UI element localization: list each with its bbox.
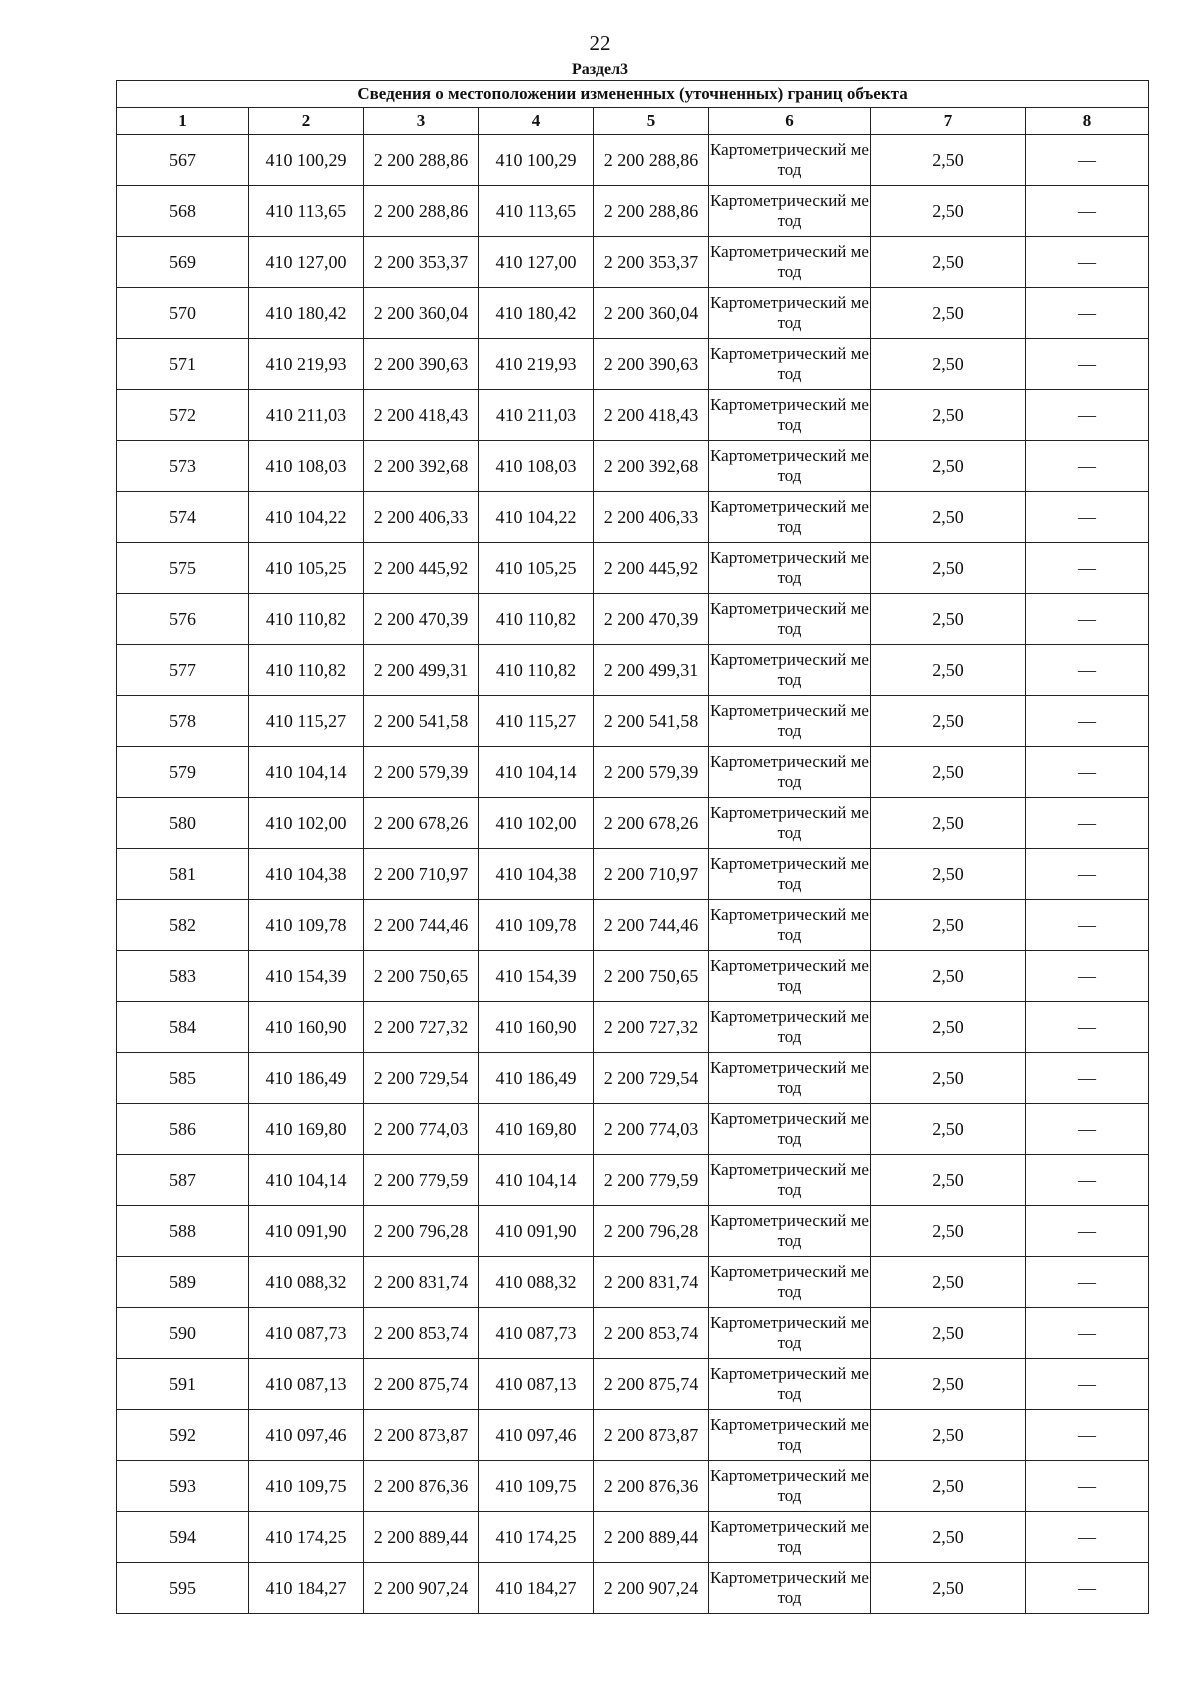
description-cell: — — [1026, 1206, 1149, 1257]
method-cell: Картометрический метод — [709, 1512, 871, 1563]
table-row — [117, 1359, 1149, 1410]
table-row — [117, 1053, 1149, 1104]
method-cell: Картометрический метод — [709, 1563, 871, 1614]
accuracy-cell: 2,50 — [871, 645, 1026, 696]
y-new-cell: 2 200 288,86 — [594, 135, 709, 186]
method-cell: Картометрический метод — [709, 1308, 871, 1359]
table-row — [117, 1257, 1149, 1308]
table-row — [117, 645, 1149, 696]
accuracy-cell: 2,50 — [871, 1512, 1026, 1563]
description-cell: — — [1026, 1257, 1149, 1308]
x-new-cell: 410 113,65 — [479, 186, 594, 237]
accuracy-cell: 2,50 — [871, 747, 1026, 798]
x-existing-cell: 410 174,25 — [249, 1512, 364, 1563]
table-row — [117, 1002, 1149, 1053]
method-cell: Картометрический метод — [709, 1206, 871, 1257]
x-new-cell: 410 110,82 — [479, 645, 594, 696]
method-cell: Картометрический метод — [709, 1461, 871, 1512]
x-new-cell: 410 109,78 — [479, 900, 594, 951]
x-existing-cell: 410 104,14 — [249, 1155, 364, 1206]
column-number-2: 2 — [249, 108, 364, 135]
point-number-cell: 585 — [117, 1053, 249, 1104]
table-row — [117, 1206, 1149, 1257]
accuracy-cell: 2,50 — [871, 1359, 1026, 1410]
accuracy-cell: 2,50 — [871, 1308, 1026, 1359]
point-number-cell: 593 — [117, 1461, 249, 1512]
y-existing-cell: 2 200 779,59 — [364, 1155, 479, 1206]
x-existing-cell: 410 091,90 — [249, 1206, 364, 1257]
y-new-cell: 2 200 392,68 — [594, 441, 709, 492]
description-cell: — — [1026, 1461, 1149, 1512]
method-cell: Картометрический метод — [709, 594, 871, 645]
x-existing-cell: 410 108,03 — [249, 441, 364, 492]
y-new-cell: 2 200 360,04 — [594, 288, 709, 339]
y-existing-cell: 2 200 579,39 — [364, 747, 479, 798]
y-new-cell: 2 200 907,24 — [594, 1563, 709, 1614]
x-new-cell: 410 154,39 — [479, 951, 594, 1002]
accuracy-cell: 2,50 — [871, 696, 1026, 747]
column-number-4: 4 — [479, 108, 594, 135]
x-new-cell: 410 102,00 — [479, 798, 594, 849]
x-new-cell: 410 108,03 — [479, 441, 594, 492]
point-number-cell: 575 — [117, 543, 249, 594]
description-cell: — — [1026, 798, 1149, 849]
table-row — [117, 339, 1149, 390]
accuracy-cell: 2,50 — [871, 1053, 1026, 1104]
x-new-cell: 410 180,42 — [479, 288, 594, 339]
table-row — [117, 900, 1149, 951]
x-new-cell: 410 186,49 — [479, 1053, 594, 1104]
x-new-cell: 410 160,90 — [479, 1002, 594, 1053]
point-number-cell: 589 — [117, 1257, 249, 1308]
y-new-cell: 2 200 876,36 — [594, 1461, 709, 1512]
description-cell: — — [1026, 1053, 1149, 1104]
y-new-cell: 2 200 727,32 — [594, 1002, 709, 1053]
accuracy-cell: 2,50 — [871, 1002, 1026, 1053]
description-cell: — — [1026, 135, 1149, 186]
y-existing-cell: 2 200 288,86 — [364, 135, 479, 186]
description-cell: — — [1026, 1002, 1149, 1053]
x-existing-cell: 410 088,32 — [249, 1257, 364, 1308]
method-cell: Картометрический метод — [709, 747, 871, 798]
y-existing-cell: 2 200 853,74 — [364, 1308, 479, 1359]
x-new-cell: 410 169,80 — [479, 1104, 594, 1155]
point-number-cell: 586 — [117, 1104, 249, 1155]
x-existing-cell: 410 169,80 — [249, 1104, 364, 1155]
method-cell: Картометрический метод — [709, 1002, 871, 1053]
point-number-cell: 574 — [117, 492, 249, 543]
y-new-cell: 2 200 353,37 — [594, 237, 709, 288]
point-number-cell: 594 — [117, 1512, 249, 1563]
page-number: 22 — [589, 31, 611, 55]
y-new-cell: 2 200 418,43 — [594, 390, 709, 441]
column-number-6: 6 — [709, 108, 871, 135]
y-existing-cell: 2 200 392,68 — [364, 441, 479, 492]
table-row — [117, 798, 1149, 849]
point-number-cell: 581 — [117, 849, 249, 900]
table-row — [117, 492, 1149, 543]
method-cell: Картометрический метод — [709, 390, 871, 441]
point-number-cell: 595 — [117, 1563, 249, 1614]
point-number-cell: 573 — [117, 441, 249, 492]
y-existing-cell: 2 200 678,26 — [364, 798, 479, 849]
accuracy-cell: 2,50 — [871, 390, 1026, 441]
point-number-cell: 590 — [117, 1308, 249, 1359]
method-cell: Картометрический метод — [709, 798, 871, 849]
y-new-cell: 2 200 710,97 — [594, 849, 709, 900]
point-number-cell: 569 — [117, 237, 249, 288]
y-existing-cell: 2 200 353,37 — [364, 237, 479, 288]
x-new-cell: 410 104,14 — [479, 1155, 594, 1206]
x-new-cell: 410 100,29 — [479, 135, 594, 186]
accuracy-cell: 2,50 — [871, 186, 1026, 237]
y-existing-cell: 2 200 418,43 — [364, 390, 479, 441]
accuracy-cell: 2,50 — [871, 1104, 1026, 1155]
column-number-3: 3 — [364, 108, 479, 135]
x-new-cell: 410 087,73 — [479, 1308, 594, 1359]
method-cell: Картометрический метод — [709, 900, 871, 951]
point-number-cell: 576 — [117, 594, 249, 645]
x-existing-cell: 410 097,46 — [249, 1410, 364, 1461]
column-number-row — [117, 108, 1149, 135]
description-cell: — — [1026, 390, 1149, 441]
y-new-cell: 2 200 288,86 — [594, 186, 709, 237]
y-existing-cell: 2 200 873,87 — [364, 1410, 479, 1461]
accuracy-cell: 2,50 — [871, 1563, 1026, 1614]
y-new-cell: 2 200 779,59 — [594, 1155, 709, 1206]
accuracy-cell: 2,50 — [871, 288, 1026, 339]
table-row — [117, 1512, 1149, 1563]
y-new-cell: 2 200 406,33 — [594, 492, 709, 543]
table-row — [117, 186, 1149, 237]
x-existing-cell: 410 087,13 — [249, 1359, 364, 1410]
x-new-cell: 410 105,25 — [479, 543, 594, 594]
method-cell: Картометрический метод — [709, 1410, 871, 1461]
point-number-cell: 591 — [117, 1359, 249, 1410]
y-existing-cell: 2 200 889,44 — [364, 1512, 479, 1563]
point-number-cell: 582 — [117, 900, 249, 951]
y-existing-cell: 2 200 499,31 — [364, 645, 479, 696]
table-row — [117, 1410, 1149, 1461]
y-existing-cell: 2 200 710,97 — [364, 849, 479, 900]
accuracy-cell: 2,50 — [871, 951, 1026, 1002]
point-number-cell: 568 — [117, 186, 249, 237]
x-existing-cell: 410 102,00 — [249, 798, 364, 849]
method-cell: Картометрический метод — [709, 645, 871, 696]
point-number-cell: 584 — [117, 1002, 249, 1053]
x-existing-cell: 410 105,25 — [249, 543, 364, 594]
y-existing-cell: 2 200 729,54 — [364, 1053, 479, 1104]
y-new-cell: 2 200 774,03 — [594, 1104, 709, 1155]
y-new-cell: 2 200 744,46 — [594, 900, 709, 951]
point-number-cell: 579 — [117, 747, 249, 798]
y-existing-cell: 2 200 750,65 — [364, 951, 479, 1002]
x-new-cell: 410 097,46 — [479, 1410, 594, 1461]
x-existing-cell: 410 110,82 — [249, 645, 364, 696]
column-number-1: 1 — [117, 108, 249, 135]
accuracy-cell: 2,50 — [871, 237, 1026, 288]
y-new-cell: 2 200 875,74 — [594, 1359, 709, 1410]
x-existing-cell: 410 113,65 — [249, 186, 364, 237]
method-cell: Картометрический метод — [709, 135, 871, 186]
description-cell: — — [1026, 747, 1149, 798]
description-cell: — — [1026, 339, 1149, 390]
y-new-cell: 2 200 873,87 — [594, 1410, 709, 1461]
y-existing-cell: 2 200 470,39 — [364, 594, 479, 645]
method-cell: Картометрический метод — [709, 1104, 871, 1155]
table-row — [117, 747, 1149, 798]
description-cell: — — [1026, 1563, 1149, 1614]
method-cell: Картометрический метод — [709, 186, 871, 237]
description-cell: — — [1026, 288, 1149, 339]
point-number-cell: 592 — [117, 1410, 249, 1461]
description-cell: — — [1026, 1359, 1149, 1410]
table-row — [117, 390, 1149, 441]
table-row — [117, 951, 1149, 1002]
y-existing-cell: 2 200 875,74 — [364, 1359, 479, 1410]
x-existing-cell: 410 186,49 — [249, 1053, 364, 1104]
point-number-cell: 572 — [117, 390, 249, 441]
x-new-cell: 410 104,22 — [479, 492, 594, 543]
y-existing-cell: 2 200 744,46 — [364, 900, 479, 951]
x-existing-cell: 410 219,93 — [249, 339, 364, 390]
x-new-cell: 410 109,75 — [479, 1461, 594, 1512]
method-cell: Картометрический метод — [709, 951, 871, 1002]
x-new-cell: 410 088,32 — [479, 1257, 594, 1308]
x-existing-cell: 410 127,00 — [249, 237, 364, 288]
table-row — [117, 1155, 1149, 1206]
x-new-cell: 410 104,38 — [479, 849, 594, 900]
x-existing-cell: 410 110,82 — [249, 594, 364, 645]
point-number-cell: 588 — [117, 1206, 249, 1257]
point-number-cell: 577 — [117, 645, 249, 696]
table-row — [117, 1563, 1149, 1614]
accuracy-cell: 2,50 — [871, 441, 1026, 492]
method-cell: Картометрический метод — [709, 1257, 871, 1308]
y-existing-cell: 2 200 876,36 — [364, 1461, 479, 1512]
accuracy-cell: 2,50 — [871, 594, 1026, 645]
x-existing-cell: 410 104,38 — [249, 849, 364, 900]
point-number-cell: 567 — [117, 135, 249, 186]
description-cell: — — [1026, 951, 1149, 1002]
description-cell: — — [1026, 696, 1149, 747]
method-cell: Картометрический метод — [709, 441, 871, 492]
method-cell: Картометрический метод — [709, 543, 871, 594]
description-cell: — — [1026, 900, 1149, 951]
y-existing-cell: 2 200 390,63 — [364, 339, 479, 390]
description-cell: — — [1026, 543, 1149, 594]
y-existing-cell: 2 200 541,58 — [364, 696, 479, 747]
x-existing-cell: 410 087,73 — [249, 1308, 364, 1359]
description-cell: — — [1026, 594, 1149, 645]
x-existing-cell: 410 104,22 — [249, 492, 364, 543]
y-existing-cell: 2 200 360,04 — [364, 288, 479, 339]
y-new-cell: 2 200 831,74 — [594, 1257, 709, 1308]
x-new-cell: 410 091,90 — [479, 1206, 594, 1257]
section-title: Раздел3 — [571, 61, 629, 78]
y-new-cell: 2 200 729,54 — [594, 1053, 709, 1104]
method-cell: Картометрический метод — [709, 849, 871, 900]
table-row — [117, 1461, 1149, 1512]
x-existing-cell: 410 104,14 — [249, 747, 364, 798]
accuracy-cell: 2,50 — [871, 1461, 1026, 1512]
method-cell: Картометрический метод — [709, 1359, 871, 1410]
method-cell: Картометрический метод — [709, 288, 871, 339]
y-new-cell: 2 200 470,39 — [594, 594, 709, 645]
y-existing-cell: 2 200 445,92 — [364, 543, 479, 594]
point-number-cell: 583 — [117, 951, 249, 1002]
method-cell: Картометрический метод — [709, 696, 871, 747]
y-existing-cell: 2 200 406,33 — [364, 492, 479, 543]
accuracy-cell: 2,50 — [871, 798, 1026, 849]
method-cell: Картометрический метод — [709, 1155, 871, 1206]
accuracy-cell: 2,50 — [871, 543, 1026, 594]
y-existing-cell: 2 200 907,24 — [364, 1563, 479, 1614]
table-row — [117, 594, 1149, 645]
x-existing-cell: 410 100,29 — [249, 135, 364, 186]
table-row — [117, 1104, 1149, 1155]
y-new-cell: 2 200 541,58 — [594, 696, 709, 747]
y-new-cell: 2 200 445,92 — [594, 543, 709, 594]
y-existing-cell: 2 200 831,74 — [364, 1257, 479, 1308]
method-cell: Картометрический метод — [709, 1053, 871, 1104]
table-caption: Сведения о местоположении измененных (уточненных) границ объекта — [117, 81, 1149, 108]
x-new-cell: 410 184,27 — [479, 1563, 594, 1614]
description-cell: — — [1026, 186, 1149, 237]
table-row — [117, 543, 1149, 594]
x-existing-cell: 410 154,39 — [249, 951, 364, 1002]
x-new-cell: 410 211,03 — [479, 390, 594, 441]
accuracy-cell: 2,50 — [871, 135, 1026, 186]
point-number-cell: 580 — [117, 798, 249, 849]
table-row — [117, 237, 1149, 288]
x-existing-cell: 410 109,78 — [249, 900, 364, 951]
x-new-cell: 410 219,93 — [479, 339, 594, 390]
x-existing-cell: 410 160,90 — [249, 1002, 364, 1053]
table-row — [117, 696, 1149, 747]
accuracy-cell: 2,50 — [871, 339, 1026, 390]
x-existing-cell: 410 115,27 — [249, 696, 364, 747]
column-number-5: 5 — [594, 108, 709, 135]
y-new-cell: 2 200 579,39 — [594, 747, 709, 798]
x-new-cell: 410 174,25 — [479, 1512, 594, 1563]
table-body — [117, 135, 1149, 1614]
point-number-cell: 578 — [117, 696, 249, 747]
point-number-cell: 587 — [117, 1155, 249, 1206]
y-new-cell: 2 200 889,44 — [594, 1512, 709, 1563]
y-new-cell: 2 200 853,74 — [594, 1308, 709, 1359]
point-number-cell: 570 — [117, 288, 249, 339]
table-row — [117, 135, 1149, 186]
x-new-cell: 410 127,00 — [479, 237, 594, 288]
description-cell: — — [1026, 849, 1149, 900]
x-existing-cell: 410 211,03 — [249, 390, 364, 441]
x-new-cell: 410 115,27 — [479, 696, 594, 747]
description-cell: — — [1026, 492, 1149, 543]
x-existing-cell: 410 180,42 — [249, 288, 364, 339]
method-cell: Картометрический метод — [709, 237, 871, 288]
y-new-cell: 2 200 390,63 — [594, 339, 709, 390]
y-existing-cell: 2 200 774,03 — [364, 1104, 479, 1155]
accuracy-cell: 2,50 — [871, 492, 1026, 543]
description-cell: — — [1026, 1308, 1149, 1359]
description-cell: — — [1026, 1410, 1149, 1461]
description-cell: — — [1026, 1155, 1149, 1206]
x-existing-cell: 410 109,75 — [249, 1461, 364, 1512]
column-number-7: 7 — [871, 108, 1026, 135]
x-new-cell: 410 087,13 — [479, 1359, 594, 1410]
y-existing-cell: 2 200 727,32 — [364, 1002, 479, 1053]
x-existing-cell: 410 184,27 — [249, 1563, 364, 1614]
accuracy-cell: 2,50 — [871, 900, 1026, 951]
y-new-cell: 2 200 499,31 — [594, 645, 709, 696]
accuracy-cell: 2,50 — [871, 1257, 1026, 1308]
table-caption-row — [117, 81, 1149, 108]
description-cell: — — [1026, 237, 1149, 288]
description-cell: — — [1026, 1104, 1149, 1155]
x-new-cell: 410 104,14 — [479, 747, 594, 798]
table-row — [117, 1308, 1149, 1359]
description-cell: — — [1026, 441, 1149, 492]
method-cell: Картометрический метод — [709, 492, 871, 543]
description-cell: — — [1026, 645, 1149, 696]
accuracy-cell: 2,50 — [871, 1206, 1026, 1257]
accuracy-cell: 2,50 — [871, 1155, 1026, 1206]
y-existing-cell: 2 200 288,86 — [364, 186, 479, 237]
column-number-8: 8 — [1026, 108, 1149, 135]
y-existing-cell: 2 200 796,28 — [364, 1206, 479, 1257]
y-new-cell: 2 200 678,26 — [594, 798, 709, 849]
table-row — [117, 441, 1149, 492]
description-cell: — — [1026, 1512, 1149, 1563]
accuracy-cell: 2,50 — [871, 849, 1026, 900]
table-row — [117, 288, 1149, 339]
accuracy-cell: 2,50 — [871, 1410, 1026, 1461]
coordinates-table — [116, 80, 1149, 1614]
table-row — [117, 849, 1149, 900]
y-new-cell: 2 200 796,28 — [594, 1206, 709, 1257]
y-new-cell: 2 200 750,65 — [594, 951, 709, 1002]
x-new-cell: 410 110,82 — [479, 594, 594, 645]
point-number-cell: 571 — [117, 339, 249, 390]
method-cell: Картометрический метод — [709, 339, 871, 390]
